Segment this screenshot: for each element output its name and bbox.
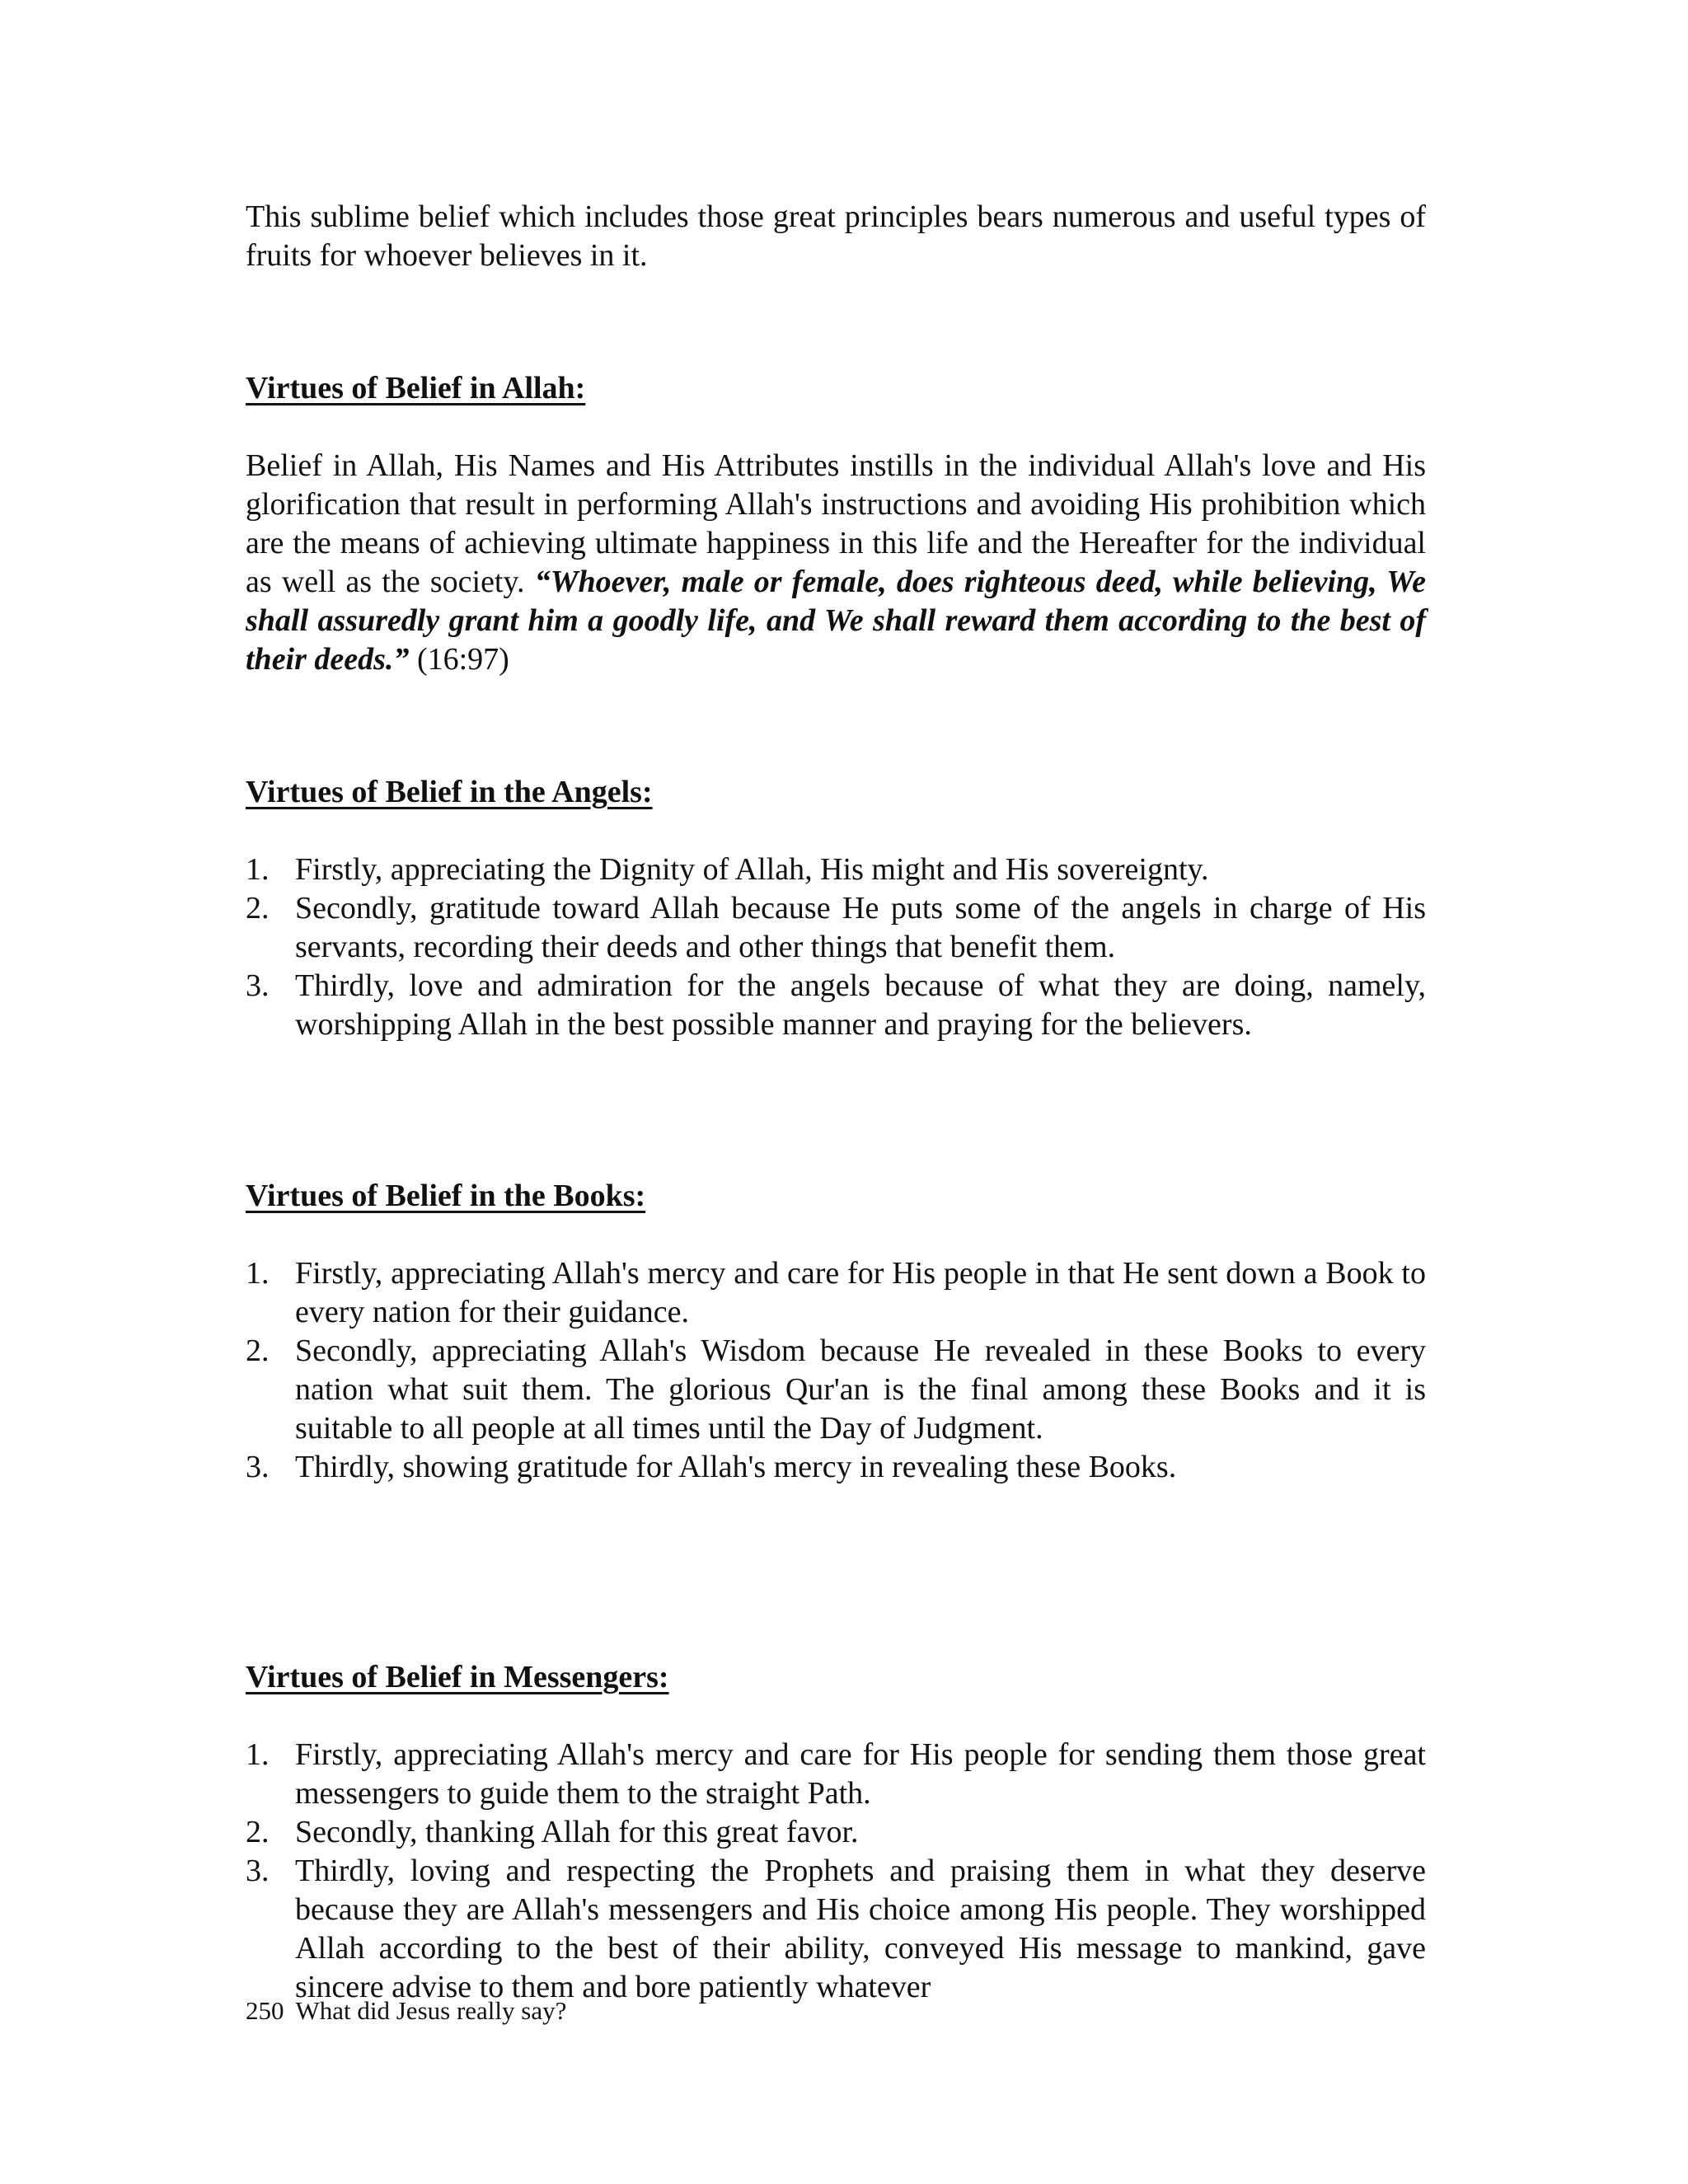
page-number: 250 [246, 1996, 284, 2025]
page-footer [246, 1994, 566, 2027]
allah-paragraph-text: Belief in Allah, His Names and His Attributes instills in the individual Allah's love and His glorification that result in performing Allah's instructions and avoiding His prohibition which are the means of achieving ultimate happiness in this life and the Hereafter for the individual as well as the society. [246, 448, 1426, 599]
list-item [246, 1448, 1426, 1487]
allah-paragraph [246, 447, 1426, 679]
list-number: 3. [246, 968, 270, 1003]
list-number: 2. [246, 1333, 270, 1368]
list-item-text: Secondly, appreciating Allah's Wisdom because He revealed in these Books to every nation what suit them. The glorious Qur'an is the final among these Books and it is suitable to all people at all times until the Day of Judgment. [295, 1333, 1426, 1446]
list-number: 2. [246, 1815, 270, 1849]
list-number: 1. [246, 852, 270, 887]
section-heading-allah: Virtues of Belief in Allah: [246, 371, 586, 405]
list-item-text: Secondly, gratitude toward Allah because He puts some of the angels in charge of His servants, recording their deeds and other things that benefit them. [295, 891, 1426, 964]
messengers-list [246, 1736, 1426, 2007]
list-item [246, 851, 1426, 889]
list-item-text: Thirdly, love and admiration for the angels because of what they are doing, namely, worshipping Allah in the best possible manner and praying for the believers. [295, 968, 1426, 1042]
section-heading-messengers: Virtues of Belief in Messengers: [246, 1660, 669, 1694]
list-item-text: Thirdly, loving and respecting the Prophets and praising them in what they deserve because they are Allah's messengers and His choice among His people. They worshipped Allah according to the best of their ability, conveyed His message to mankind, gave sincere advise to them and bore patiently whatever [295, 1854, 1426, 2004]
list-number: 1. [246, 1737, 270, 1772]
quran-quote: “Whoever, male or female, does righteous deed, while believing, We shall assuredly grant him a goodly life, and We shall reward them according to the best of their deeds.” [246, 565, 1427, 677]
list-item [246, 1254, 1426, 1332]
list-item [246, 1852, 1426, 2007]
list-number: 3. [246, 1854, 270, 1888]
list-item-text: Firstly, appreciating Allah's mercy and care for His people for sending them those great messengers to guide them to the straight Path. [295, 1737, 1426, 1811]
angels-list [246, 851, 1426, 1044]
list-number: 1. [246, 1256, 270, 1291]
list-item-text: Firstly, appreciating the Dignity of Allah, His might and His sovereignty. [295, 852, 1209, 887]
section-heading-angels: Virtues of Belief in the Angels: [246, 775, 653, 809]
list-item-text: Secondly, thanking Allah for this great favor. [295, 1815, 859, 1849]
book-title: What did Jesus really say? [295, 1996, 567, 2025]
document-page [246, 198, 1426, 2007]
list-item [246, 889, 1426, 967]
section-heading-books: Virtues of Belief in the Books: [246, 1179, 646, 1213]
list-number: 3. [246, 1450, 270, 1484]
list-item-text: Thirdly, showing gratitude for Allah's mercy in revealing these Books. [295, 1450, 1177, 1484]
list-item-text: Firstly, appreciating Allah's mercy and care for His people in that He sent down a Book to every nation for their guidance. [295, 1256, 1426, 1329]
intro-paragraph: This sublime belief which includes those great principles bears numerous and useful types of fruits for whoever believes in it. [246, 199, 1426, 273]
list-item [246, 1813, 1426, 1852]
list-item [246, 1736, 1426, 1813]
list-item [246, 1332, 1426, 1448]
books-list [246, 1254, 1426, 1487]
list-item [246, 967, 1426, 1044]
list-number: 2. [246, 891, 270, 926]
quote-citation: (16:97) [416, 642, 509, 677]
